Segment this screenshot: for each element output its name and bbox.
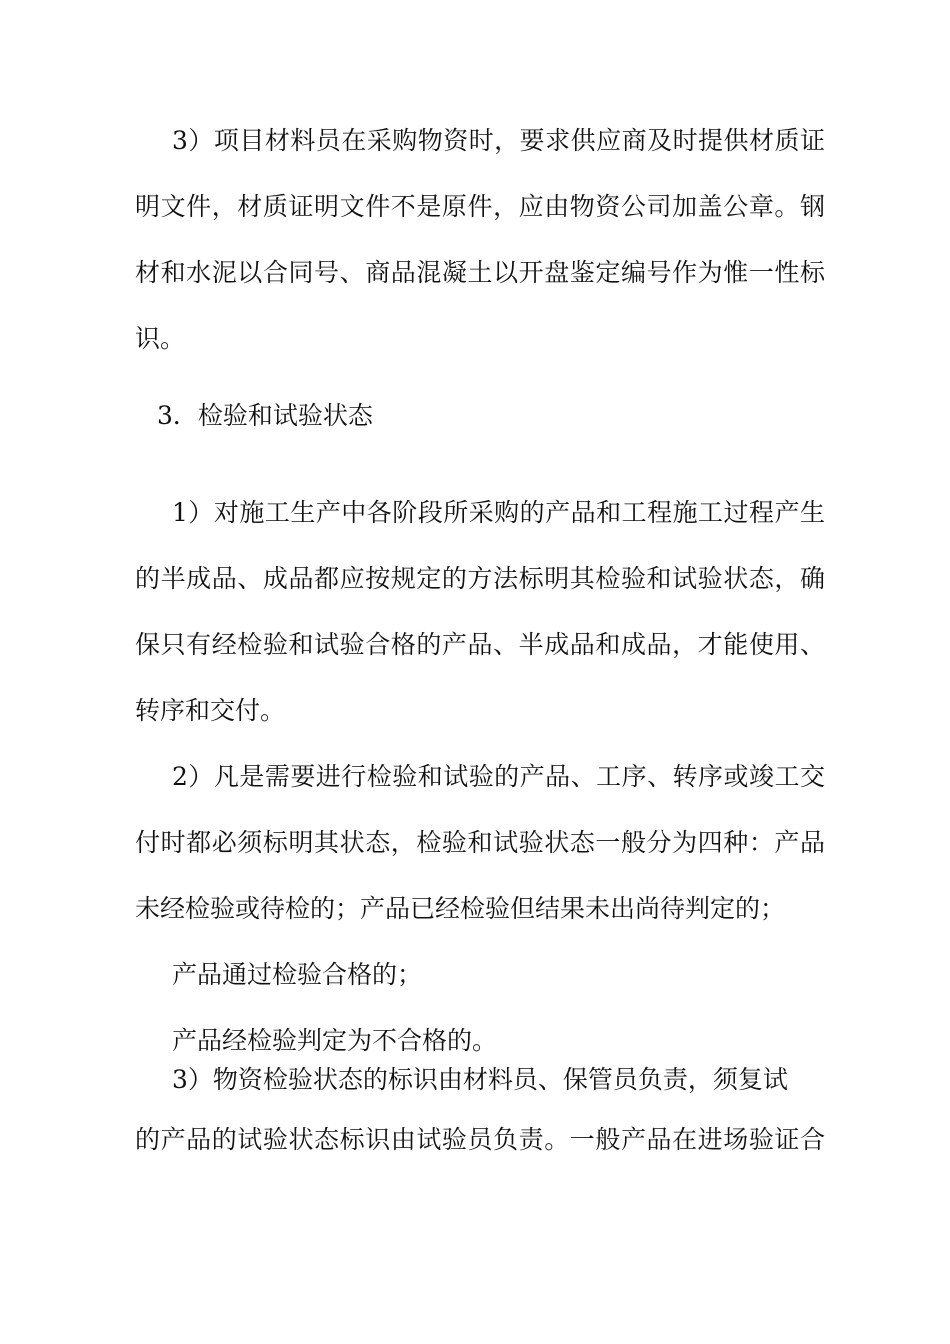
paragraph-line: 材和水泥以合同号、商品混凝土以开盘鉴定编号作为惟一性标: [135, 258, 825, 287]
paragraph-line: 的半成品、成品都应按规定的方法标明其检验和试验状态，确: [135, 564, 825, 593]
paragraph-line: 转序和交付。: [135, 696, 286, 725]
paragraph-line: 3）物资检验状态的标识由材料员、保管员负责，须复试: [172, 1065, 788, 1094]
paragraph-line: 付时都必须标明其状态，检验和试验状态一般分为四种：产品: [135, 828, 825, 857]
status-item-failed: 产品经检验判定为不合格的。: [172, 1026, 498, 1055]
paragraph-line: 2）凡是需要进行检验和试验的产品、工序、转序或竣工交: [172, 762, 825, 791]
paragraph-line: 的产品的试验状态标识由试验员负责。一般产品在进场验证合: [135, 1125, 825, 1154]
paragraph-line: 保只有经检验和试验合格的产品、半成品和成品，才能使用、: [135, 630, 825, 659]
status-item-passed: 产品通过检验合格的；: [172, 960, 423, 989]
section-heading: 3．检验和试验状态: [157, 401, 373, 430]
paragraph-line: 明文件，材质证明文件不是原件，应由物资公司加盖公章。钢: [135, 192, 825, 221]
paragraph-line: 未经检验或待检的；产品已经检验但结果未出尚待判定的；: [135, 894, 786, 923]
paragraph-line: 1）对施工生产中各阶段所采购的产品和工程施工过程产生: [172, 498, 825, 527]
paragraph-line: 3）项目材料员在采购物资时，要求供应商及时提供材质证: [172, 126, 825, 155]
paragraph-line: 识。: [135, 324, 186, 353]
